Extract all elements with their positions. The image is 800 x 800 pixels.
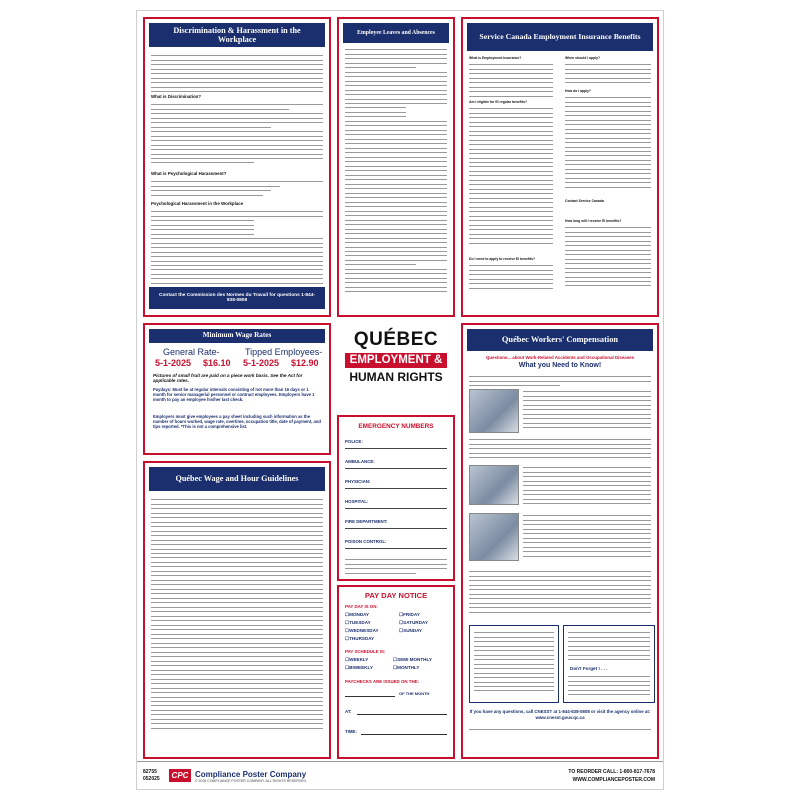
- emergency-row-poison: POISON CONTROL:: [345, 539, 447, 549]
- wage-hour-panel: [143, 461, 331, 759]
- labor-law-poster: [136, 10, 664, 790]
- ei-answer-3: [469, 263, 553, 290]
- workers-comp-footnote: [469, 727, 651, 731]
- service-canada-panel: [461, 17, 659, 317]
- injury-photo: [469, 513, 519, 561]
- workers-comp-panel: [461, 323, 659, 759]
- leaves-title: Employee Leaves and Absences: [343, 23, 449, 43]
- day-tuesday: ☐TUESDAY: [345, 620, 371, 625]
- at-label: AT:: [345, 709, 352, 714]
- product-code: 82755: [143, 769, 157, 775]
- paydays-text: Paydays: Must be at regular intervals consisting of not more than 16 days or 1 month for senior managerial personnel or contract employees. Employers have 1 month to pay an employee his/her last check.: [153, 387, 315, 402]
- time-line: [361, 729, 447, 735]
- pay-day-notice-panel: [337, 585, 455, 759]
- discrimination-heading-1: What is Discrimination?: [151, 94, 202, 99]
- ei-question-4: When should I apply?: [565, 56, 601, 60]
- workers-comp-subtitle-2: What you Need to Know!: [518, 362, 602, 369]
- ei-answer-4: [565, 62, 651, 84]
- discrimination-body-3: [151, 209, 323, 285]
- reorder-phone: TO REORDER CALL: 1-800-817-7678: [568, 769, 655, 775]
- discrimination-intro-text: [151, 53, 323, 93]
- day-saturday: ☐SATURDAY: [399, 620, 428, 625]
- quebec-logo-panel: [337, 323, 455, 411]
- pay-sheet-text: Employers must give employees a pay sheet including such information as the number of hours worked, wage rate, overtime, occupation title, date of payment, and tips reported. *This is not a comprehensive list.: [153, 414, 321, 429]
- paychecks-label: PAYCHECKS ARE ISSUED ON THE:: [345, 679, 419, 684]
- discrimination-heading-2: What is Psychological Harassment?: [151, 171, 227, 176]
- schedule-weekly: ☐WEEKLY: [345, 657, 369, 662]
- leaves-body: [345, 47, 447, 294]
- of-month-label: OF THE MONTH: [399, 691, 430, 696]
- piece-work-note: Pictures of small fruit are paid on a piece work basis. See the Act for applicable rates.: [153, 373, 303, 384]
- discrimination-contact-bar: Contact the Commission des Normes du Travail for questions 1-844-838-0808: [149, 287, 325, 309]
- general-rate-label: General Rate-: [163, 347, 220, 357]
- time-label: TIME:: [345, 729, 357, 734]
- discrimination-heading-3: Psychological Harassment in the Workplace: [151, 201, 244, 206]
- emergency-row-fire: FIRE DEPARTMENT:: [345, 519, 447, 529]
- emergency-footnote: [345, 557, 447, 575]
- emergency-title: EMERGENCY NUMBERS: [343, 421, 449, 433]
- revision-code: 052025: [143, 776, 160, 782]
- workers-comp-subtitle: Questions... about Work-Related Accidents and Occupational Diseases: [485, 355, 635, 360]
- tipped-rate-date: 5-1-2025: [243, 358, 280, 368]
- tipped-rate-label: Tipped Employees-: [245, 347, 323, 357]
- workers-comp-body-4: [523, 513, 651, 558]
- workers-comp-intro: [469, 374, 651, 387]
- quebec-logo-line-3: HUMAN RIGHTS: [349, 370, 443, 384]
- workers-comp-body-5: [469, 569, 651, 614]
- discrimination-body-1: [151, 102, 323, 165]
- pay-schedule-label: PAY SCHEDULE IS:: [345, 649, 386, 654]
- doctor-photo: [469, 389, 519, 433]
- pay-day-title: PAY DAY NOTICE: [364, 591, 428, 600]
- company-website: WWW.COMPLIANCEPOSTER.COM: [572, 777, 655, 783]
- pay-day-is-label: PAY DAY IS ON:: [345, 604, 378, 609]
- schedule-biweekly: ☐BIWEEKLY: [345, 665, 373, 670]
- workers-comp-body-1: [523, 389, 651, 429]
- info-box-left: [469, 625, 559, 703]
- ei-question-6: How long will I receive EI benefits?: [565, 219, 622, 223]
- ei-answer-1: [469, 62, 553, 98]
- emergency-row-physician: PHYSICIAN:: [345, 479, 447, 489]
- general-rate-value: $16.10: [203, 358, 231, 368]
- general-rate-date: 5-1-2025: [155, 358, 192, 368]
- workers-comp-body-2: [469, 437, 651, 459]
- ei-answer-5: [565, 95, 651, 189]
- emergency-row-ambulance: AMBULANCE:: [345, 459, 447, 469]
- at-line: [357, 709, 447, 715]
- discrimination-title: Discrimination & Harassment in the Workplace: [149, 23, 325, 47]
- ei-question-5: How do I apply?: [565, 89, 591, 93]
- ei-contact: Contact Service Canada: [565, 199, 604, 203]
- ei-answer-6: [565, 225, 651, 288]
- copyright-text: © 2025 COMPLIANCE POSTER COMPANY. ALL RIGHTS RESERVED.: [195, 779, 307, 783]
- quebec-logo: [345, 329, 447, 405]
- company-logo: CPC: [169, 769, 191, 782]
- ei-question-1: What is Employment Insurance?: [469, 56, 522, 60]
- emergency-row-police: POLICE:: [345, 439, 447, 449]
- ei-question-3: Do I need to apply to receive EI benefits?: [469, 257, 536, 261]
- discrimination-panel: [143, 17, 331, 317]
- day-sunday: ☐SUNDAY: [399, 628, 423, 633]
- schedule-monthly: ☐MONTHLY: [393, 665, 420, 670]
- ei-question-2: Am I eligible for EI regular benefits?: [469, 100, 528, 104]
- service-canada-title: Service Canada Employment Insurance Benefits: [467, 23, 653, 51]
- workers-comp-title: Québec Workers' Compensation: [467, 329, 653, 351]
- minimum-wage-title: Minimum Wage Rates: [149, 329, 325, 343]
- quebec-logo-line-1: QUÉBEC: [353, 329, 439, 350]
- ei-answer-2: [469, 106, 553, 245]
- workers-comp-contact: If you have any questions, call CNESST at 1-844-838-0808 or visit the agency online at: www.cnesst.gouv.qc.ca: [469, 709, 651, 720]
- poster-footer: [137, 761, 663, 789]
- day-thursday: ☐THURSDAY: [345, 636, 375, 641]
- company-name: Compliance Poster Company: [195, 770, 307, 779]
- day-monday: ☐MONDAY: [345, 612, 370, 617]
- minimum-wage-panel: [143, 323, 331, 455]
- emergency-row-hospital: HOSPITAL:: [345, 499, 447, 509]
- quebec-logo-line-2: EMPLOYMENT &: [345, 353, 447, 368]
- discrimination-body-2: [151, 179, 323, 197]
- workers-comp-body-3: [523, 465, 651, 505]
- schedule-semi-monthly: ☐SEMI MONTHLY: [393, 657, 432, 662]
- paycheck-day-line: [345, 691, 395, 697]
- leaves-panel: [337, 17, 455, 317]
- tipped-rate-value: $12.90: [291, 358, 319, 368]
- wage-hour-title: Québec Wage and Hour Guidelines: [149, 467, 325, 491]
- office-photo: [469, 465, 519, 505]
- dont-forget-label: Don't Forget ! . . .: [570, 666, 608, 671]
- info-box-right: [563, 625, 655, 703]
- day-wednesday: ☐WEDNESDAY: [345, 628, 379, 633]
- day-friday: ☐FRIDAY: [399, 612, 420, 617]
- wage-hour-body: [151, 497, 323, 730]
- emergency-numbers-panel: [337, 415, 455, 581]
